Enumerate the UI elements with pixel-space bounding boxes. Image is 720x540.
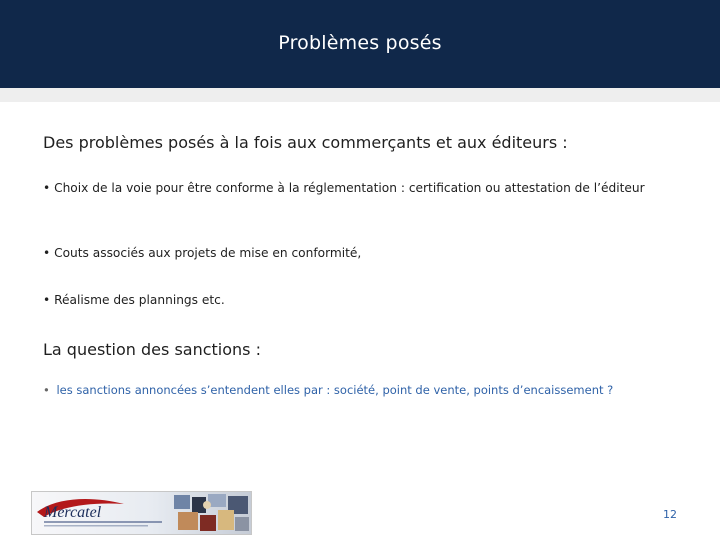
sanctions-bullet-text: les sanctions annoncées s’entendent elles par : société, point de vente, points d’encaissement ? [56, 383, 614, 397]
bullet-marker: • [43, 383, 50, 397]
sanctions-heading: La question des sanctions : [43, 340, 261, 359]
bullet-compliance-costs: • Couts associés aux projets de mise en conformité, [43, 246, 362, 260]
logo-photo-tile [218, 510, 234, 530]
logo-tagline-line [44, 525, 148, 527]
logo-photo-tile [235, 517, 249, 531]
intro-heading: Des problèmes posés à la fois aux commerçants et aux éditeurs : [43, 133, 568, 152]
logo-photo-tile [174, 495, 190, 509]
header-shadow-band [0, 88, 720, 102]
logo-photo-detail [203, 501, 211, 509]
bullet-regulation-choice: • Choix de la voie pour être conforme à la réglementation : certification ou attestation de l’éditeur [43, 181, 645, 195]
logo-tagline-line [44, 521, 162, 523]
mercatel-logo-graphic [32, 492, 251, 534]
logo-wordmark: Mercatel [44, 504, 102, 521]
logo-photo-tile [178, 512, 198, 530]
mercatel-logo [31, 491, 252, 535]
logo-photo-tile [200, 515, 216, 531]
slide-title: Problèmes posés [278, 32, 442, 54]
bullet-planning-realism: • Réalisme des plannings etc. [43, 293, 225, 307]
sanctions-bullet [43, 383, 613, 397]
page-number: 12 [663, 508, 677, 521]
